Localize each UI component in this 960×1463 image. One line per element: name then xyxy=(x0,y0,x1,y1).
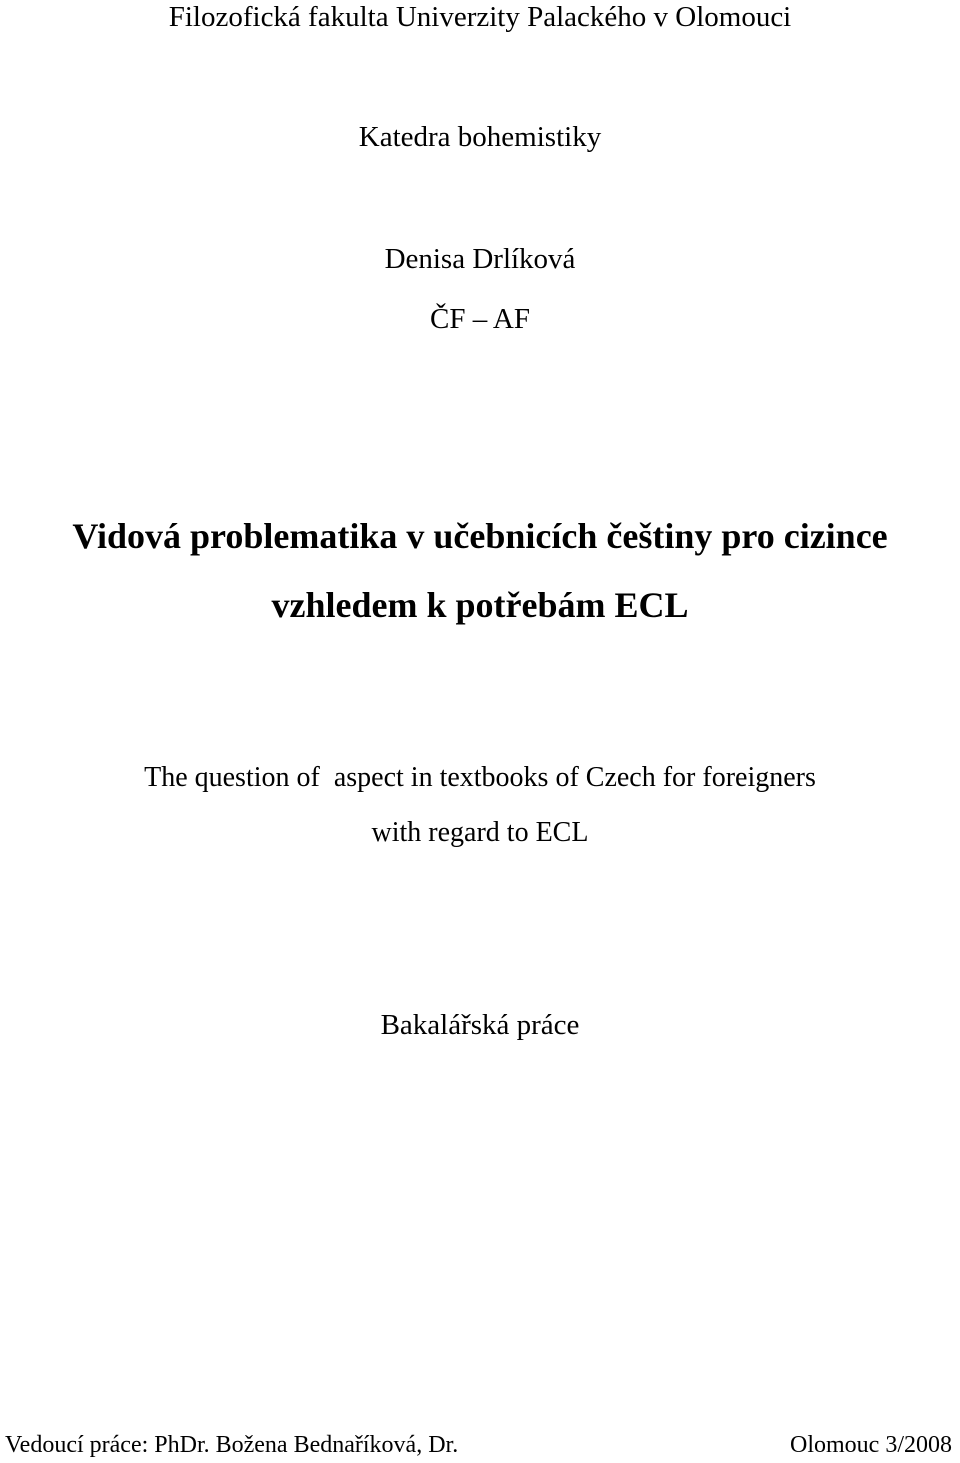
place-date: Olomouc 3/2008 xyxy=(790,1432,952,1458)
study-field: ČF – AF xyxy=(430,303,530,335)
thesis-title-czech-line-2: vzhledem k potřebám ECL xyxy=(271,585,689,625)
department-name: Katedra bohemistiky xyxy=(358,121,602,153)
author-name: Denisa Drlíková xyxy=(384,243,576,275)
thesis-title-czech-line-1: Vidová problematika v učebnicích češtiny pro cizince xyxy=(72,516,888,556)
thesis-title-english-line-1: The question of aspect in textbooks of Czech for foreigners xyxy=(144,762,816,793)
footer xyxy=(5,1431,952,1459)
thesis-title-english-line-2: with regard to ECL xyxy=(371,817,589,848)
university-name: Filozofická fakulta Univerzity Palackého v Olomouci xyxy=(168,1,792,33)
thesis-type: Bakalářská práce xyxy=(380,1009,580,1041)
supervisor-line: Vedoucí práce: PhDr. Božena Bednaříková, Dr. xyxy=(5,1432,459,1458)
